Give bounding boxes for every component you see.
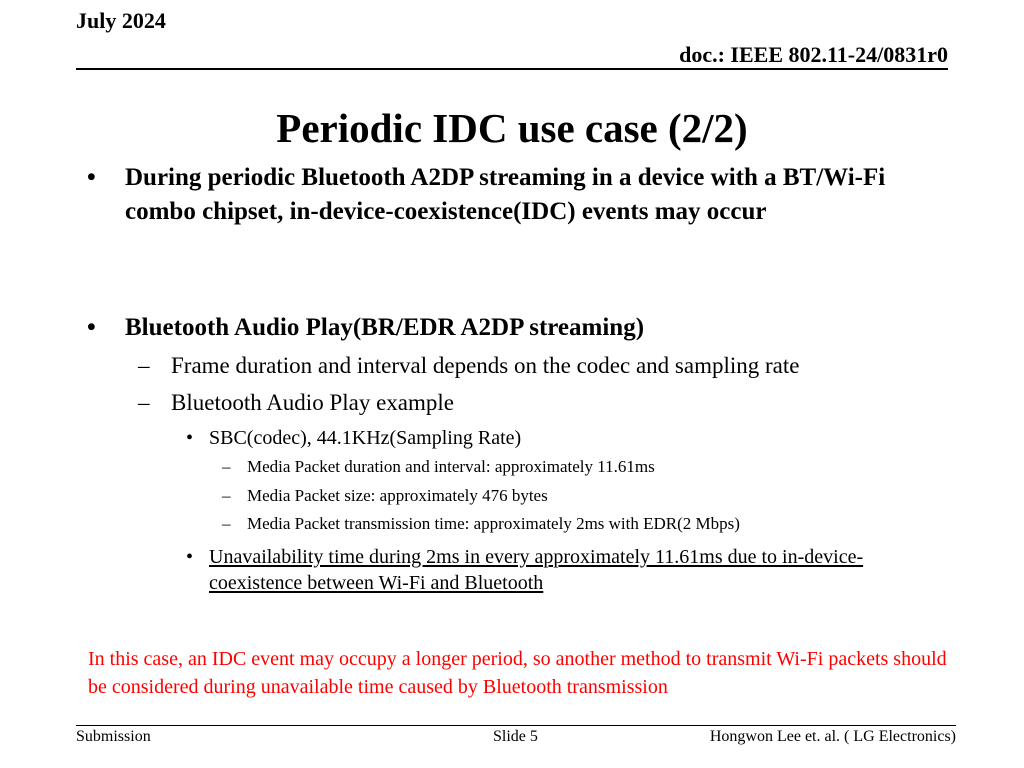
detail-packet-size: [222, 485, 922, 507]
header-date: July 2024: [76, 8, 166, 33]
sub-bullet-frame-duration: [138, 351, 918, 381]
sub-sub-bullet-text: SBC(codec), 44.1KHz(Sampling Rate): [209, 427, 522, 449]
bullet-marker: •: [87, 164, 96, 191]
sub-bullet-text: Frame duration and interval depends on the codec and sampling rate: [171, 353, 800, 378]
footer-submission: Submission: [76, 728, 151, 745]
detail-packet-duration: [222, 456, 922, 478]
sub-bullet-example: [138, 388, 918, 418]
bullet-idc-events: [87, 161, 917, 229]
detail-text: Media Packet size: approximately 476 bytes: [247, 486, 548, 505]
bullet-marker: •: [186, 546, 194, 568]
bullet-text: During periodic Bluetooth A2DP streaming in a device with a BT/Wi-Fi combo chipset, in-device-coexistence(IDC) events may occur: [125, 164, 886, 225]
sub-sub-bullet-sbc: [186, 425, 926, 451]
header-doc-id: doc.: IEEE 802.11-24/0831r0: [679, 42, 948, 67]
sub-sub-bullet-text: Unavailability time during 2ms in every approximately 11.61ms due to in-device-coexistence between Wi-Fi and Bluetooth: [209, 546, 864, 594]
bullet-marker: •: [186, 427, 194, 449]
header-divider: [76, 68, 948, 70]
bullet-marker: •: [87, 314, 96, 341]
detail-transmission-time: [222, 513, 922, 535]
dash-marker: –: [138, 390, 150, 415]
dash-marker: –: [222, 514, 231, 533]
bullet-text: Bluetooth Audio Play(BR/EDR A2DP streaming): [125, 314, 645, 341]
bullet-audio-play: [87, 311, 917, 345]
slide-title: Periodic IDC use case (2/2): [276, 105, 748, 151]
footer-authors: Hongwon Lee et. al. ( LG Electronics): [709, 728, 956, 745]
sub-bullet-text: Bluetooth Audio Play example: [171, 390, 454, 415]
detail-text: Media Packet duration and interval: approximately 11.61ms: [247, 457, 655, 476]
footer-divider: [76, 725, 956, 726]
footer-slide-number: Slide 5: [493, 728, 538, 745]
dash-marker: –: [222, 457, 231, 476]
dash-marker: –: [138, 353, 150, 378]
highlight-note: In this case, an IDC event may occupy a longer period, so another method to transmit Wi-Fi packets should be considered during unavailable time caused by Bluetooth transmission: [88, 648, 947, 698]
dash-marker: –: [222, 486, 231, 505]
detail-text: Media Packet transmission time: approximately 2ms with EDR(2 Mbps): [247, 514, 740, 533]
sub-sub-bullet-unavailability: [186, 544, 926, 596]
